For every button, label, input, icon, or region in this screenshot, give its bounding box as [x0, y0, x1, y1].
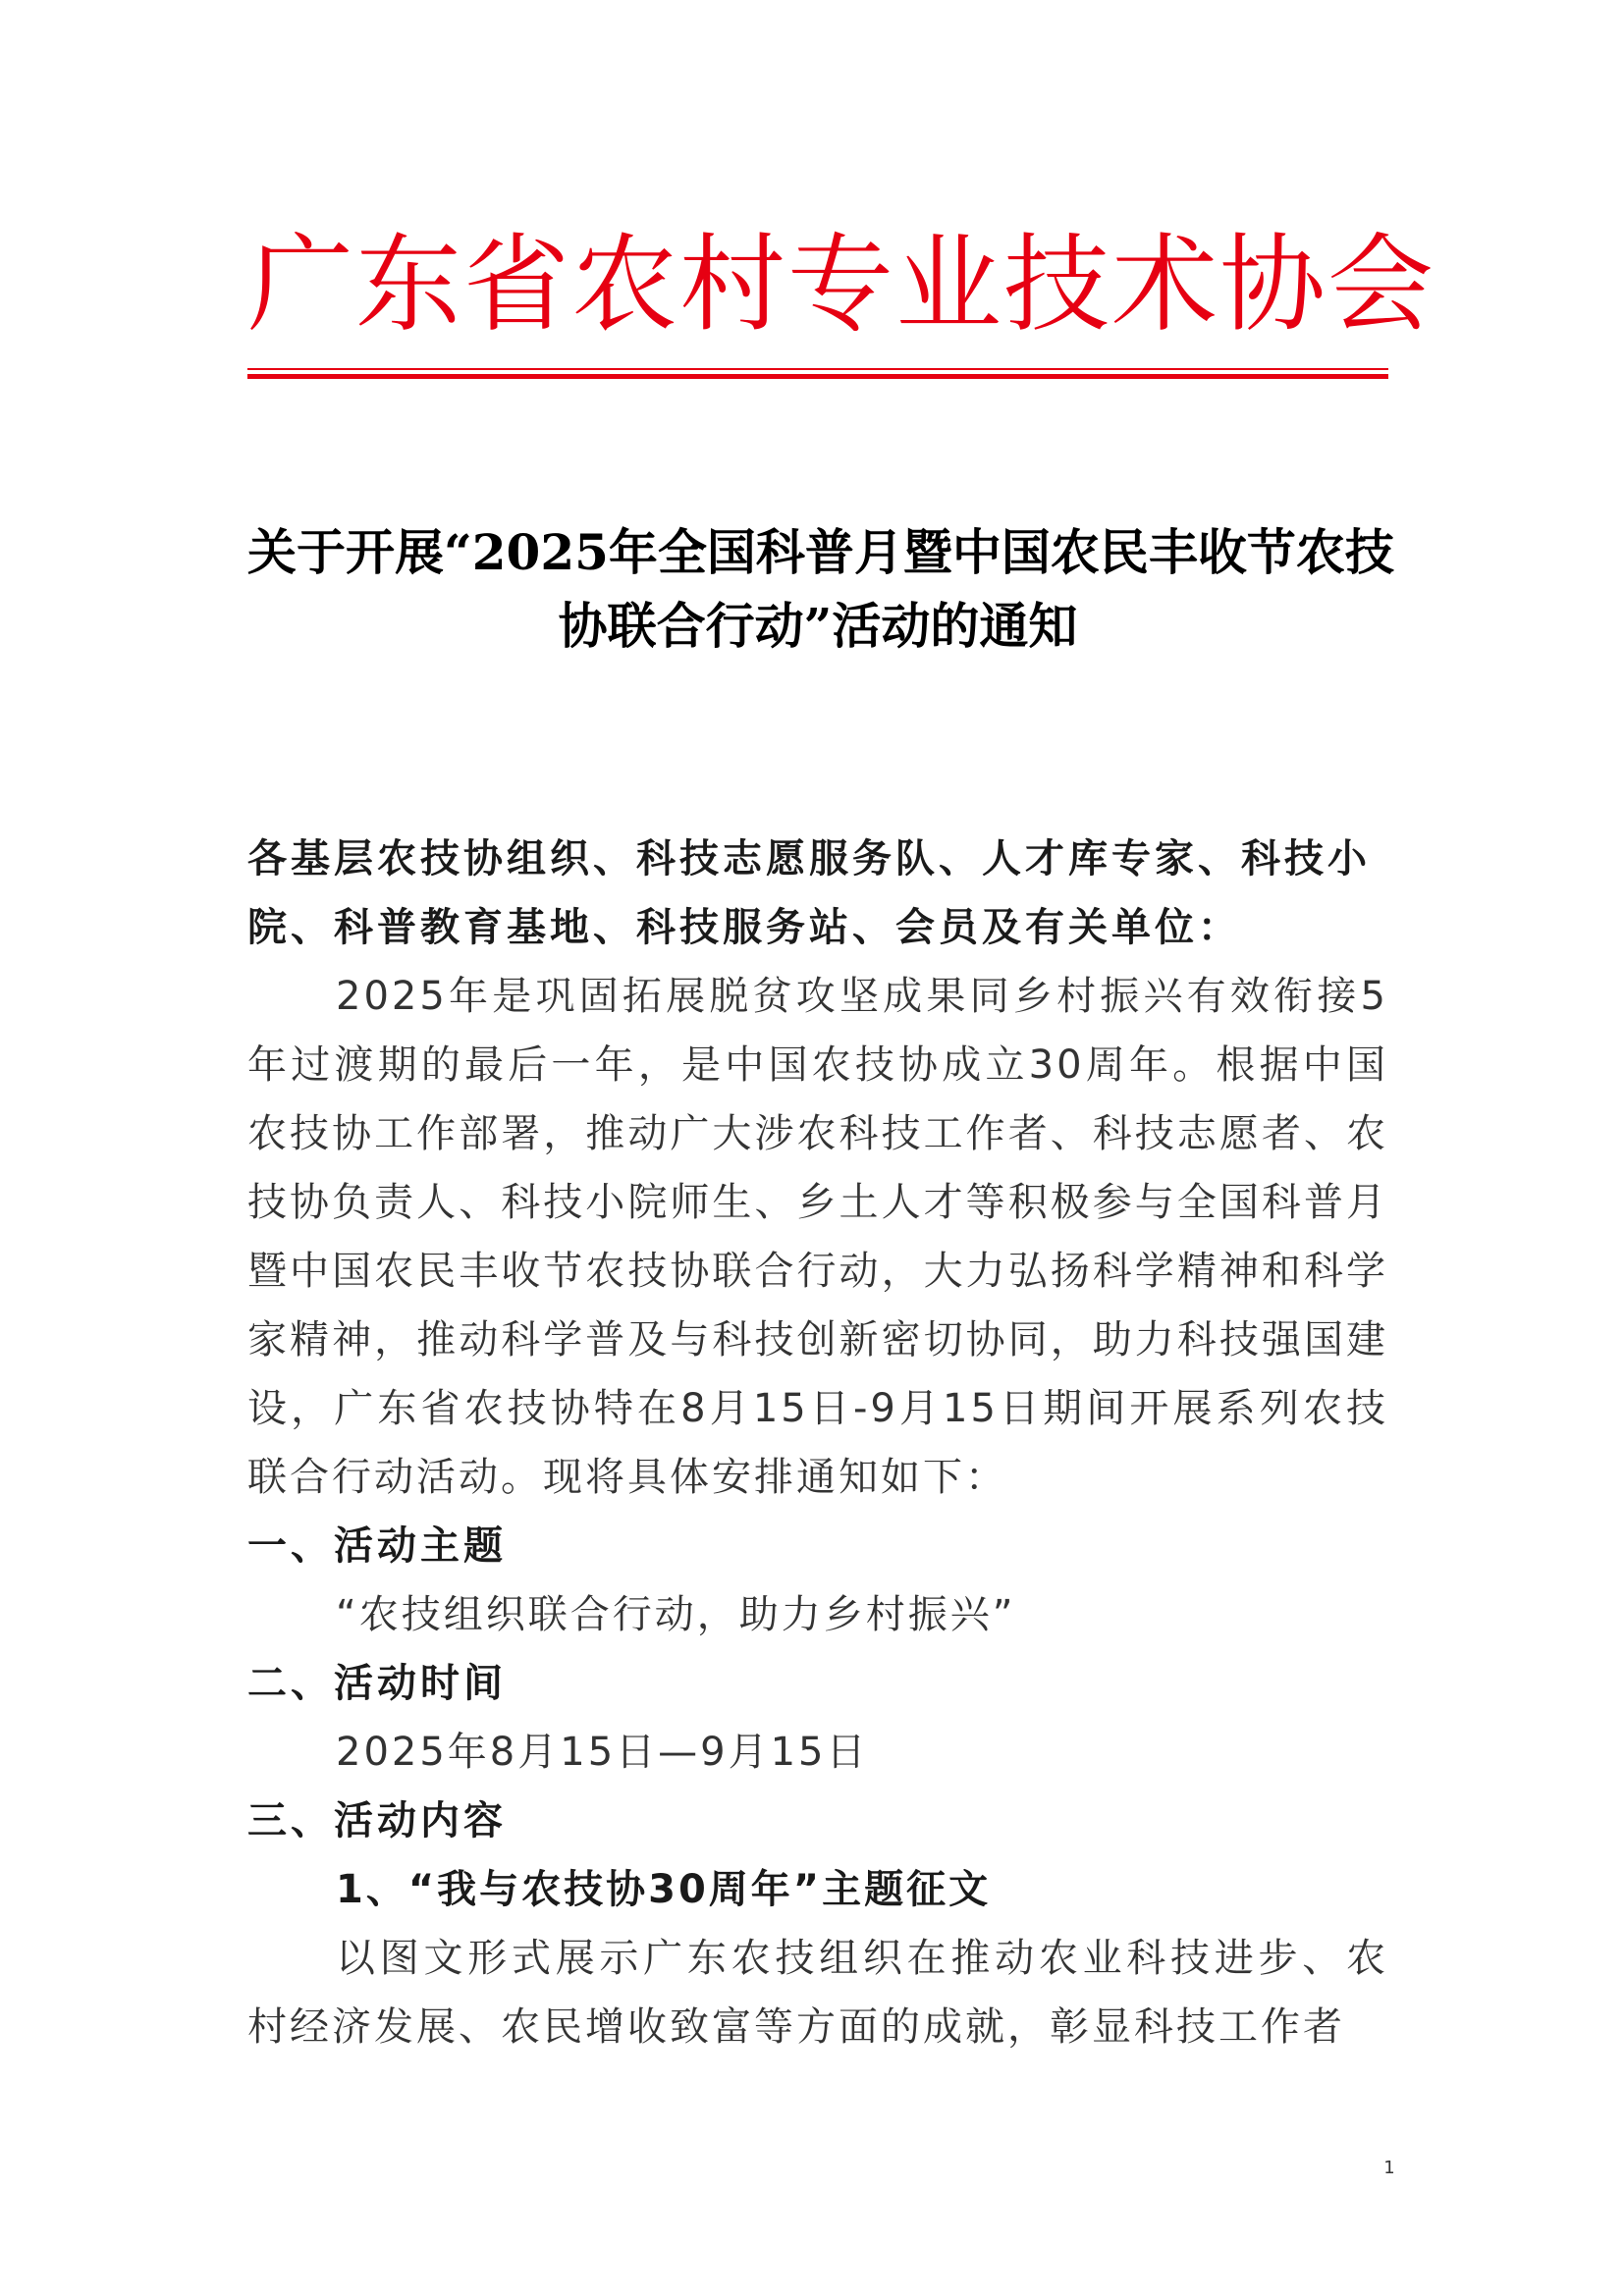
document-title-line-2: 协联合行动”活动的通知 — [558, 597, 1078, 655]
organization-letterhead: 广东省农村专业技术协会 — [247, 224, 1436, 347]
section-3-paragraph: 以图文形式展示广东农技组织在推动农业科技进步、农村经济发展、农民增收致富等方面的成就，彰显科技工作者 — [247, 1936, 1388, 2050]
intro-paragraph: 2025年是巩固拓展脱贫攻坚成果同乡村振兴有效衔接5年过渡期的最后一年，是中国农技协成立30周年。根据中国农技协工作部署，推动广大涉农科技工作者、科技志愿者、农技协负责人、科技小院师生、乡土人才等积极参与全国科普月暨中国农民丰收节农技协联合行动，大力弘扬科学精神和科学家精神，推动科学普及与科技创新密切协同，助力科技强国建设，广东省农技协特在8月15日-9月15日期间开展系列农技联合行动活动。现将具体安排通知如下： — [247, 974, 1388, 1500]
section-2-content: 2025年8月15日—9月15日 — [336, 1730, 869, 1775]
section-2-heading: 二、活动时间 — [247, 1661, 507, 1706]
letterhead-thick-rule — [247, 374, 1388, 379]
section-3-heading: 三、活动内容 — [247, 1798, 507, 1843]
addressee: 各基层农技协组织、科技志愿服务队、人才库专家、科技小院、科普教育基地、科技服务站、会员及有关单位： — [247, 836, 1371, 950]
section-1-content: “农技组织联合行动，助力乡村振兴” — [336, 1592, 1016, 1637]
section-1-heading: 一、活动主题 — [247, 1523, 507, 1569]
page-number: 1 — [1383, 2158, 1395, 2178]
document-title — [247, 515, 1394, 663]
letterhead-thin-rule — [247, 368, 1388, 370]
section-3-subheading-1: 1、“我与农技协30周年”主题征文 — [336, 1867, 992, 1912]
document-title-line-1: 关于开展“2025年全国科普月暨中国农民丰收节农技 — [247, 523, 1394, 581]
